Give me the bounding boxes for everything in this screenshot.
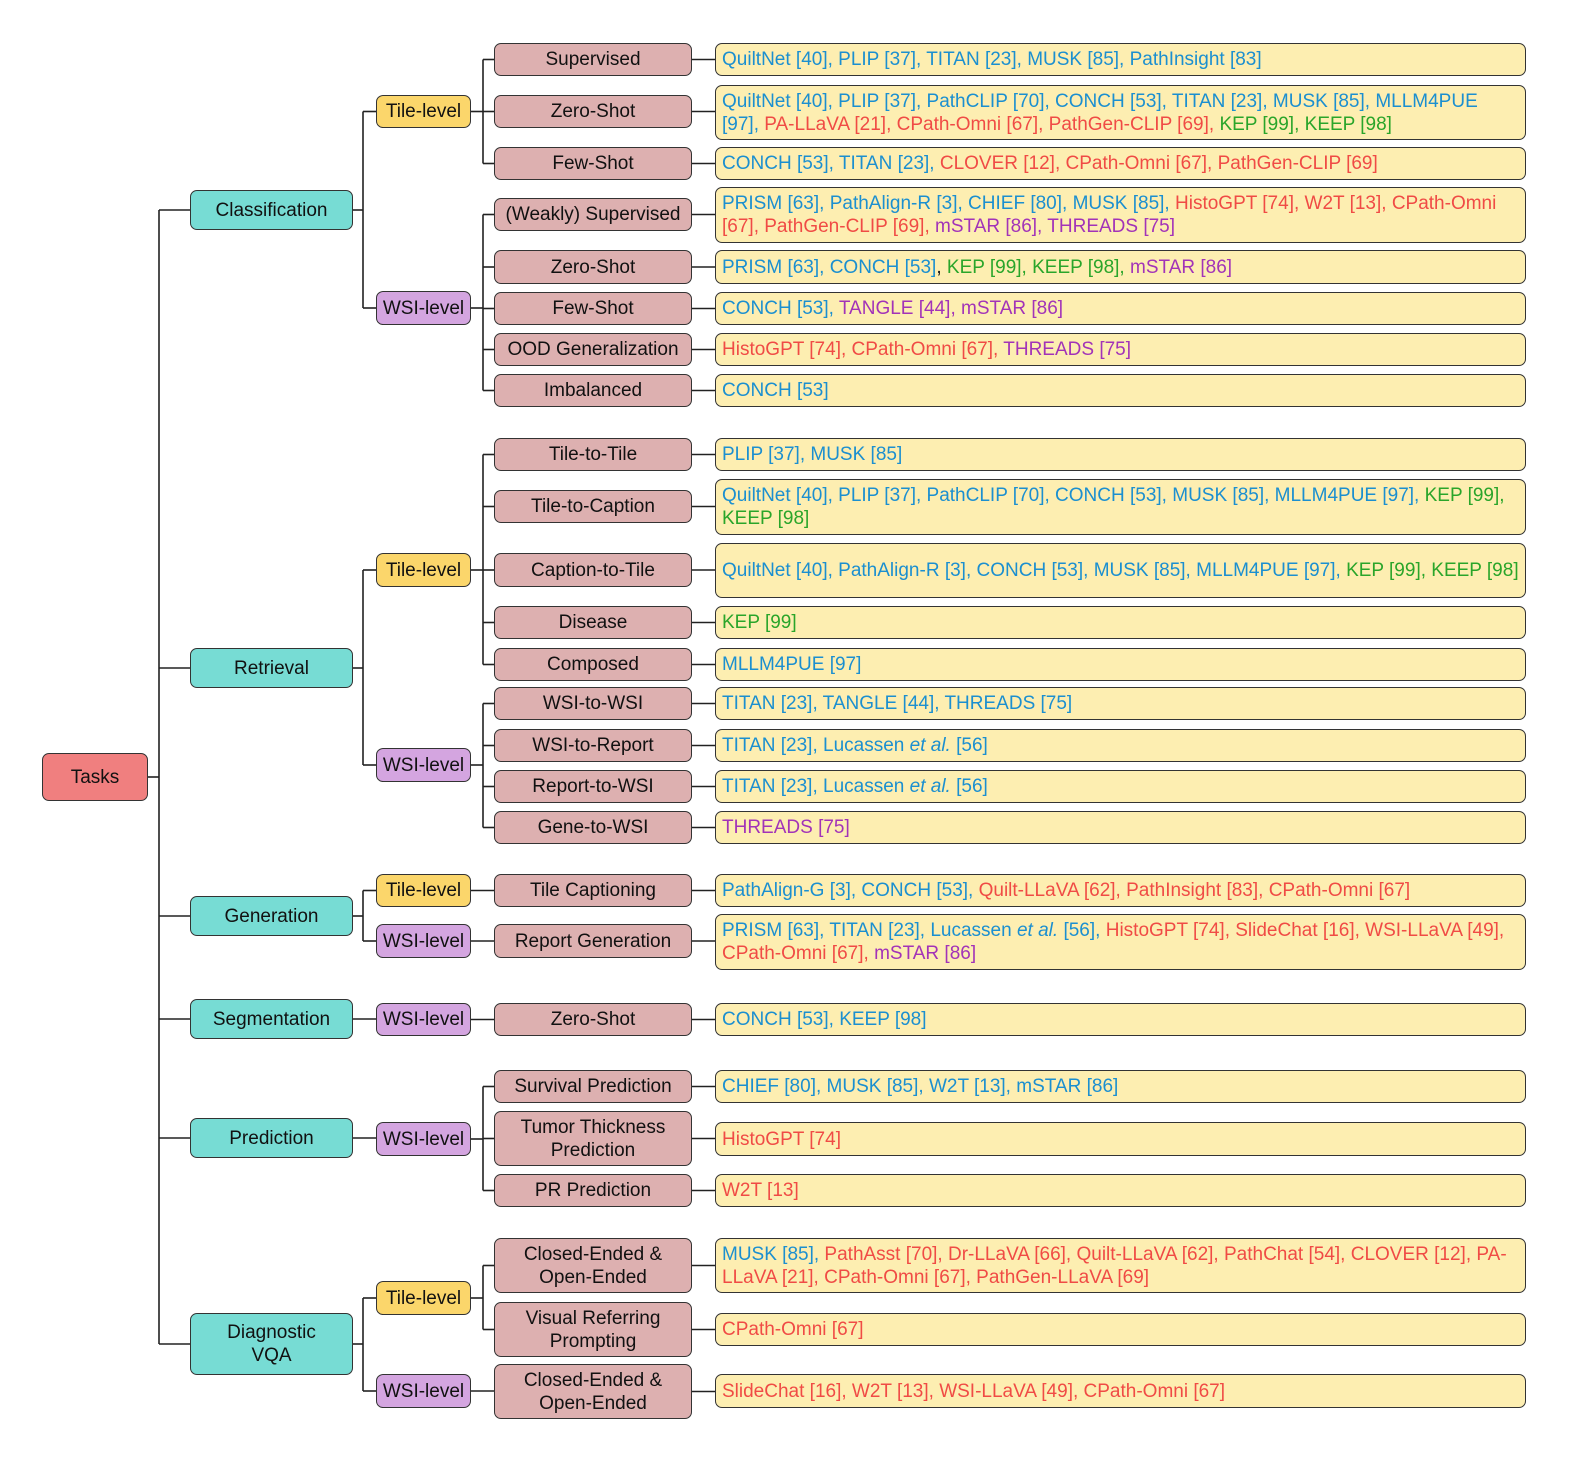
subtask-node-tile-to-caption: Tile-to-Caption xyxy=(494,490,692,523)
reference-segment: HistoGPT [74], CPath-Omni [67], xyxy=(722,339,1004,360)
reference-segment: PA-LLaVA [21], CPath-Omni [67], PathGen-CLIP [69], xyxy=(764,113,1220,135)
reference-text xyxy=(722,1128,841,1151)
reference-list xyxy=(715,250,1526,284)
reference-text xyxy=(722,1380,1225,1403)
reference-segment: CONCH [53], TITAN [23], xyxy=(722,153,940,174)
reference-segment: et al. xyxy=(1016,920,1059,941)
reference-list xyxy=(715,914,1526,970)
reference-segment: PathAsst [70], Dr-LLaVA [66], Quilt-LLaVA [62], PathChat [54], CLOVER [12], PA-LLaVA [21], CPath-Omni [67], PathGen-LLaVA [69] xyxy=(722,1243,1507,1288)
reference-list xyxy=(715,147,1526,180)
reference-segment: [56], xyxy=(1058,920,1106,941)
reference-list xyxy=(715,187,1526,243)
reference-segment: PRISM [63], PathAlign-R [3], CHIEF [80], MUSK [85], xyxy=(722,193,1175,214)
reference-segment: KEP [99], KEEP [98] xyxy=(1346,560,1519,581)
reference-list xyxy=(715,606,1526,639)
reference-list xyxy=(715,479,1526,535)
level-node-retrieval-tile-level: Tile-level xyxy=(376,553,471,587)
subtask-node-composed: Composed xyxy=(494,648,692,681)
reference-list xyxy=(715,1374,1526,1408)
reference-list xyxy=(715,648,1526,681)
subtask-node-zero-shot: Zero-Shot xyxy=(494,1003,692,1036)
reference-list xyxy=(715,687,1526,720)
reference-text xyxy=(722,1243,1519,1289)
reference-list xyxy=(715,292,1526,325)
reference-segment: HistoGPT [74], SlideChat [16], WSI-LLaVA [49], CPath-Omni [67], xyxy=(722,920,1505,964)
subtask-node-zero-shot: Zero-Shot xyxy=(494,95,692,128)
reference-list xyxy=(715,1003,1526,1036)
reference-segment: CLOVER [12], CPath-Omni [67], PathGen-CLIP [69] xyxy=(939,153,1378,174)
reference-segment: QuiltNet [40], PLIP [37], PathCLIP [70], CONCH [53], TITAN [23], MUSK [85], MLLM4PUE [97], xyxy=(722,90,1478,135)
reference-segment: TITAN [23], Lucassen xyxy=(722,776,910,797)
reference-list xyxy=(715,811,1526,844)
task-node-segmentation: Segmentation xyxy=(190,999,353,1039)
level-node-classification-wsi-level: WSI-level xyxy=(376,291,471,325)
reference-segment: QuiltNet [40], PLIP [37], PathCLIP [70], CONCH [53], MUSK [85], MLLM4PUE [97], xyxy=(722,485,1425,506)
reference-segment: CHIEF [80], MUSK [85], W2T [13], mSTAR [86] xyxy=(722,1076,1119,1097)
subtask-node-few-shot: Few-Shot xyxy=(494,147,692,180)
reference-segment: [56] xyxy=(950,735,988,756)
reference-text xyxy=(722,192,1519,238)
reference-segment: SlideChat [16], W2T [13], WSI-LLaVA [49], CPath-Omni [67] xyxy=(722,1380,1226,1402)
level-node-classification-tile-level: Tile-level xyxy=(376,95,471,128)
reference-list xyxy=(715,1122,1526,1156)
subtask-node-tile-captioning: Tile Captioning xyxy=(494,874,692,907)
reference-text xyxy=(722,484,1519,530)
reference-segment: , xyxy=(936,256,947,278)
reference-segment: Quilt-LLaVA [62], PathInsight [83], CPath-Omni [67] xyxy=(978,880,1411,901)
root-node-tasks: Tasks xyxy=(42,753,148,801)
reference-segment: HistoGPT [74], W2T [13], CPath-Omni [67], PathGen-CLIP [69], xyxy=(722,193,1497,237)
subtask-node-survival-prediction: Survival Prediction xyxy=(494,1070,692,1103)
reference-text xyxy=(722,48,1262,71)
reference-list xyxy=(715,438,1526,471)
subtask-node-wsi-to-wsi: WSI-to-WSI xyxy=(494,687,692,720)
reference-segment: et al. xyxy=(909,776,951,797)
reference-segment: MUSK [85], xyxy=(722,1243,825,1265)
reference-list xyxy=(715,85,1526,140)
reference-list xyxy=(715,1238,1526,1293)
reference-segment: QuiltNet [40], PLIP [37], TITAN [23], MUSK [85], PathInsight [83] xyxy=(722,49,1262,70)
reference-text xyxy=(722,338,1131,361)
reference-segment: QuiltNet [40], PathAlign-R [3], CONCH [53], MUSK [85], MLLM4PUE [97], xyxy=(722,560,1347,581)
reference-segment: PLIP [37], MUSK [85] xyxy=(722,444,903,465)
subtask-node-caption-to-tile: Caption-to-Tile xyxy=(494,553,692,587)
subtask-node-zero-shot: Zero-Shot xyxy=(494,250,692,284)
level-node-segmentation-wsi-level: WSI-level xyxy=(376,1003,471,1036)
subtask-node-tile-to-tile: Tile-to-Tile xyxy=(494,438,692,471)
task-node-retrieval: Retrieval xyxy=(190,648,353,688)
task-node-diagnostic-vqa: Diagnostic VQA xyxy=(190,1313,353,1375)
reference-text xyxy=(722,919,1519,965)
reference-text xyxy=(722,653,861,676)
reference-segment: KEP [99], KEEP [98] xyxy=(722,485,1505,529)
level-node-prediction-wsi-level: WSI-level xyxy=(376,1122,471,1156)
reference-text xyxy=(722,90,1519,136)
reference-segment: TANGLE [44], mSTAR [86] xyxy=(838,298,1064,319)
task-node-prediction: Prediction xyxy=(190,1118,353,1158)
level-node-generation-tile-level: Tile-level xyxy=(376,874,471,907)
subtask-node-supervised: Supervised xyxy=(494,43,692,76)
reference-segment: mSTAR [86] xyxy=(1130,256,1233,278)
reference-segment: W2T [13] xyxy=(722,1180,799,1201)
reference-text xyxy=(722,775,988,798)
reference-text xyxy=(722,692,1072,715)
subtask-node-report-to-wsi: Report-to-WSI xyxy=(494,770,692,803)
subtask-node-closed-ended-open-ended: Closed-Ended & Open-Ended xyxy=(494,1364,692,1419)
reference-segment: TITAN [23], Lucassen xyxy=(722,735,910,756)
subtask-node-tumor-thickness-prediction: Tumor Thickness Prediction xyxy=(494,1111,692,1166)
reference-segment: mSTAR [86] xyxy=(874,943,977,964)
reference-list xyxy=(715,874,1526,907)
task-node-classification: Classification xyxy=(190,190,353,230)
reference-text xyxy=(722,1008,927,1031)
subtask-node-disease: Disease xyxy=(494,606,692,639)
reference-list xyxy=(715,770,1526,803)
reference-list xyxy=(715,374,1526,407)
level-node-retrieval-wsi-level: WSI-level xyxy=(376,748,471,782)
reference-text xyxy=(722,1179,799,1202)
reference-segment: CONCH [53], KEEP [98] xyxy=(722,1009,927,1030)
reference-list xyxy=(715,729,1526,762)
reference-list xyxy=(715,1070,1526,1103)
subtask-node-few-shot: Few-Shot xyxy=(494,292,692,325)
reference-list xyxy=(715,333,1526,366)
subtask-node-pr-prediction: PR Prediction xyxy=(494,1174,692,1207)
reference-text xyxy=(722,734,988,757)
reference-segment: THREADS [75] xyxy=(722,817,850,838)
reference-segment: THREADS [75] xyxy=(1003,339,1132,360)
reference-text xyxy=(722,256,1232,279)
subtask-node-gene-to-wsi: Gene-to-WSI xyxy=(494,811,692,844)
level-node-diagnostic-vqa-wsi-level: WSI-level xyxy=(376,1374,471,1408)
subtask-node-visual-referring-prompting: Visual Referring Prompting xyxy=(494,1302,692,1357)
reference-segment: KEP [99], KEEP [98] xyxy=(1219,113,1392,135)
reference-text xyxy=(722,879,1410,902)
reference-segment: et al. xyxy=(909,735,951,756)
reference-segment: CPath-Omni [67] xyxy=(722,1319,864,1340)
reference-segment: TITAN [23], TANGLE [44], THREADS [75] xyxy=(722,693,1073,714)
reference-text xyxy=(722,443,902,466)
subtask-node-weakly-supervised: (Weakly) Supervised xyxy=(494,198,692,231)
reference-segment: KEP [99], KEEP [98], xyxy=(946,256,1130,278)
reference-text xyxy=(722,1075,1118,1098)
reference-segment: PathAlign-G [3], CONCH [53], xyxy=(722,880,979,901)
reference-segment: KEP [99] xyxy=(722,612,797,633)
task-node-generation: Generation xyxy=(190,896,353,936)
reference-segment: MLLM4PUE [97] xyxy=(722,654,862,675)
subtask-node-report-generation: Report Generation xyxy=(494,924,692,958)
subtask-node-imbalanced: Imbalanced xyxy=(494,374,692,407)
reference-text xyxy=(722,297,1063,320)
reference-segment: mSTAR [86], THREADS [75] xyxy=(935,216,1176,237)
level-node-diagnostic-vqa-tile-level: Tile-level xyxy=(376,1281,471,1315)
reference-text xyxy=(722,152,1378,175)
subtask-node-wsi-to-report: WSI-to-Report xyxy=(494,729,692,762)
reference-list xyxy=(715,1313,1526,1346)
reference-segment: PRISM [63], TITAN [23], Lucassen xyxy=(722,920,1017,941)
reference-list xyxy=(715,1174,1526,1207)
reference-segment: CONCH [53] xyxy=(722,380,829,401)
reference-segment: PRISM [63], CONCH [53] xyxy=(722,256,937,278)
reference-segment: [56] xyxy=(950,776,988,797)
reference-text xyxy=(722,559,1519,582)
reference-segment: HistoGPT [74] xyxy=(722,1128,841,1150)
reference-text xyxy=(722,379,829,402)
reference-text xyxy=(722,1318,864,1341)
reference-segment: CONCH [53], xyxy=(722,298,839,319)
reference-text xyxy=(722,611,797,634)
reference-list xyxy=(715,43,1526,76)
reference-list xyxy=(715,543,1526,598)
subtask-node-closed-ended-open-ended: Closed-Ended & Open-Ended xyxy=(494,1238,692,1293)
level-node-generation-wsi-level: WSI-level xyxy=(376,924,471,958)
subtask-node-ood-generalization: OOD Generalization xyxy=(494,333,692,366)
reference-text xyxy=(722,816,850,839)
